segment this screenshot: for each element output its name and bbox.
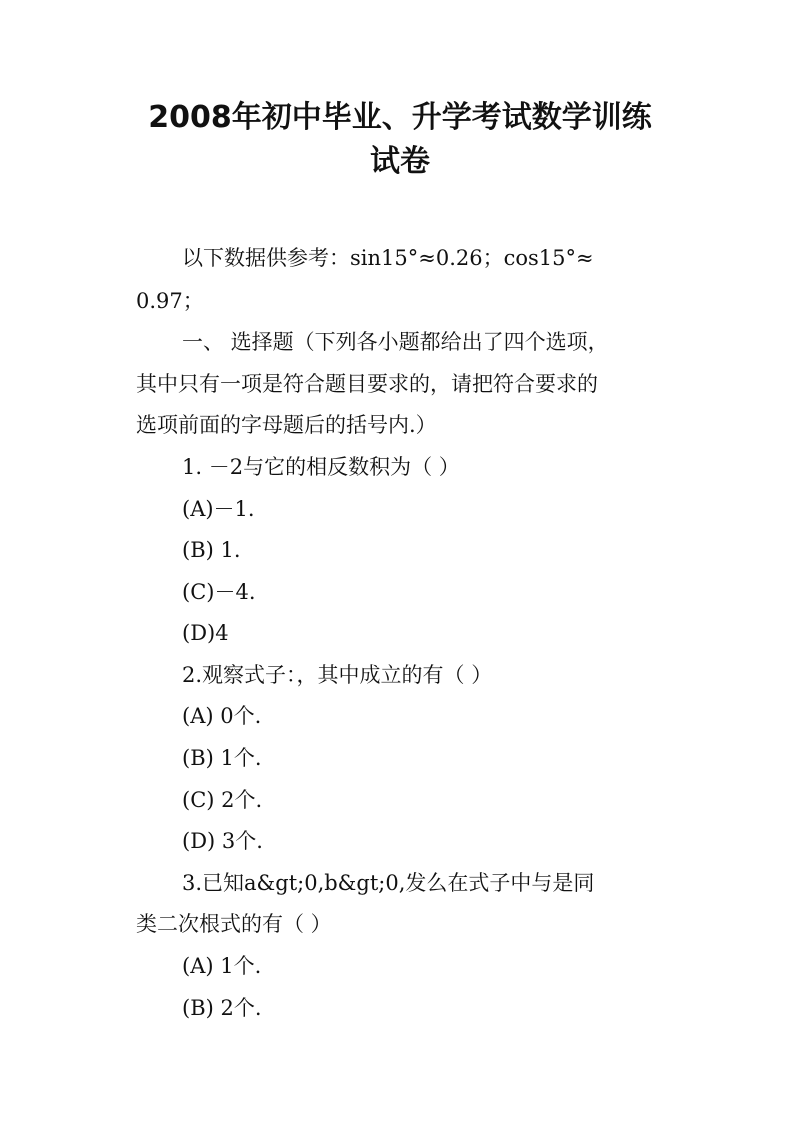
reference-data-line1: 以下数据供参考：sin15°≈0.26；cos15°≈: [182, 246, 594, 270]
question-1-option-d: (D)4: [182, 621, 229, 645]
question-1: 1. －2与它的相反数积为（ ）: [182, 455, 460, 479]
question-3-option-b: (B) 2个.: [182, 996, 262, 1020]
section-heading-line2: 其中只有一项是符合题目要求的，请把符合要求的: [136, 372, 598, 396]
question-2-option-c: (C) 2个.: [182, 788, 263, 812]
question-3-line2: 类二次根式的有（ ）: [136, 912, 332, 936]
document-title-line1: 2008年初中毕业、升学考试数学训练: [148, 100, 652, 135]
question-3-option-a: (A) 1个.: [182, 954, 262, 978]
question-1-option-c: (C)－4.: [182, 580, 256, 604]
reference-data-line2: 0.97；: [136, 289, 204, 313]
question-2-option-d: (D) 3个.: [182, 829, 263, 853]
section-heading-line1: 一、 选择题（下列各小题都给出了四个选项，: [182, 330, 609, 354]
question-1-option-b: (B) 1.: [182, 538, 241, 562]
question-3-line1: 3.已知a&gt;0,b&gt;0,发么在式子中与是同: [182, 871, 595, 895]
question-2-option-a: (A) 0个.: [182, 704, 262, 728]
question-2-option-b: (B) 1个.: [182, 746, 262, 770]
document-title-line2: 试卷: [370, 144, 430, 179]
question-1-option-a: (A)－1.: [182, 497, 255, 521]
question-2: 2.观察式子：，其中成立的有（ ）: [182, 663, 493, 687]
section-heading-line3: 选项前面的字母题后的括号内.）: [136, 413, 437, 437]
